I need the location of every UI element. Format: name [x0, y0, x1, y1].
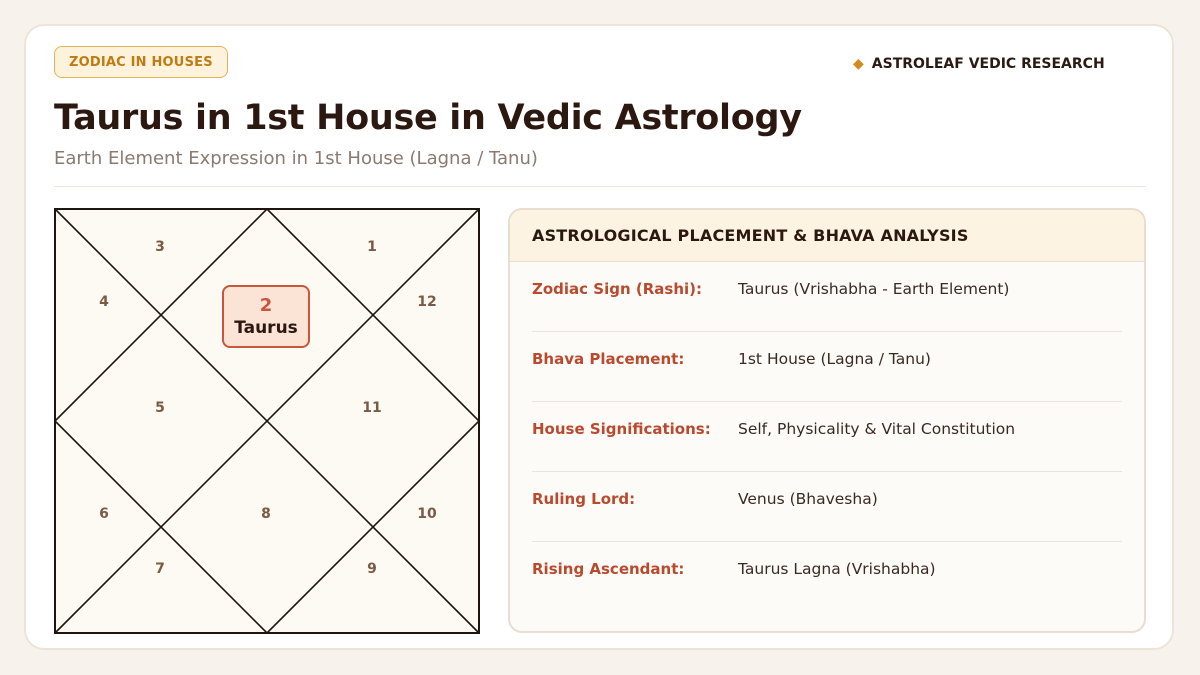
- analysis-list: [510, 262, 1144, 612]
- house-7-number: 7: [155, 561, 165, 577]
- highlight-house-number: 2: [259, 294, 273, 316]
- category-badge: ZODIAC IN HOUSES: [54, 46, 228, 78]
- brand-label: [853, 56, 1105, 72]
- panel-header: ASTROLOGICAL PLACEMENT & BHAVA ANALYSIS: [510, 210, 1144, 262]
- row-value: 1st House (Lagna / Tanu): [738, 350, 931, 368]
- house-12-number: 12: [417, 294, 437, 310]
- north-indian-chart: [54, 208, 480, 634]
- house-11-number: 11: [362, 400, 382, 416]
- row-value: Venus (Bhavesha): [738, 490, 878, 508]
- house-3-number: 3: [155, 239, 165, 255]
- analysis-panel: [508, 208, 1146, 633]
- chart-grid: [54, 208, 480, 634]
- page-title: Taurus in 1st House in Vedic Astrology: [54, 98, 802, 138]
- analysis-row: [532, 402, 1122, 472]
- row-label: Zodiac Sign (Rashi):: [532, 280, 703, 298]
- ascendant-house-highlight: [222, 285, 310, 348]
- house-5-number: 5: [155, 400, 165, 416]
- row-label: Bhava Placement:: [532, 350, 685, 368]
- house-6-number: 6: [99, 506, 109, 522]
- analysis-row: [532, 472, 1122, 542]
- row-label: Ruling Lord:: [532, 490, 636, 508]
- house-10-number: 10: [417, 506, 437, 522]
- analysis-row: [532, 262, 1122, 332]
- brand-name: ASTROLEAF VEDIC RESEARCH: [871, 56, 1105, 72]
- diamond-icon: ◆: [853, 56, 864, 72]
- highlight-sign-name: Taurus: [234, 317, 298, 338]
- row-value: Taurus Lagna (Vrishabha): [738, 560, 936, 578]
- row-value: Taurus (Vrishabha - Earth Element): [738, 280, 1010, 298]
- header-divider: [54, 186, 1146, 187]
- row-value: Self, Physicality & Vital Constitution: [738, 420, 1016, 438]
- house-8-number: 8: [261, 506, 271, 522]
- page-subtitle: Earth Element Expression in 1st House (Lagna / Tanu): [54, 148, 538, 169]
- house-9-number: 9: [367, 561, 377, 577]
- row-label: House Significations:: [532, 420, 711, 438]
- analysis-row: [532, 542, 1122, 612]
- analysis-row: [532, 332, 1122, 402]
- row-label: Rising Ascendant:: [532, 560, 685, 578]
- house-1-number: 1: [367, 239, 377, 255]
- house-4-number: 4: [99, 294, 109, 310]
